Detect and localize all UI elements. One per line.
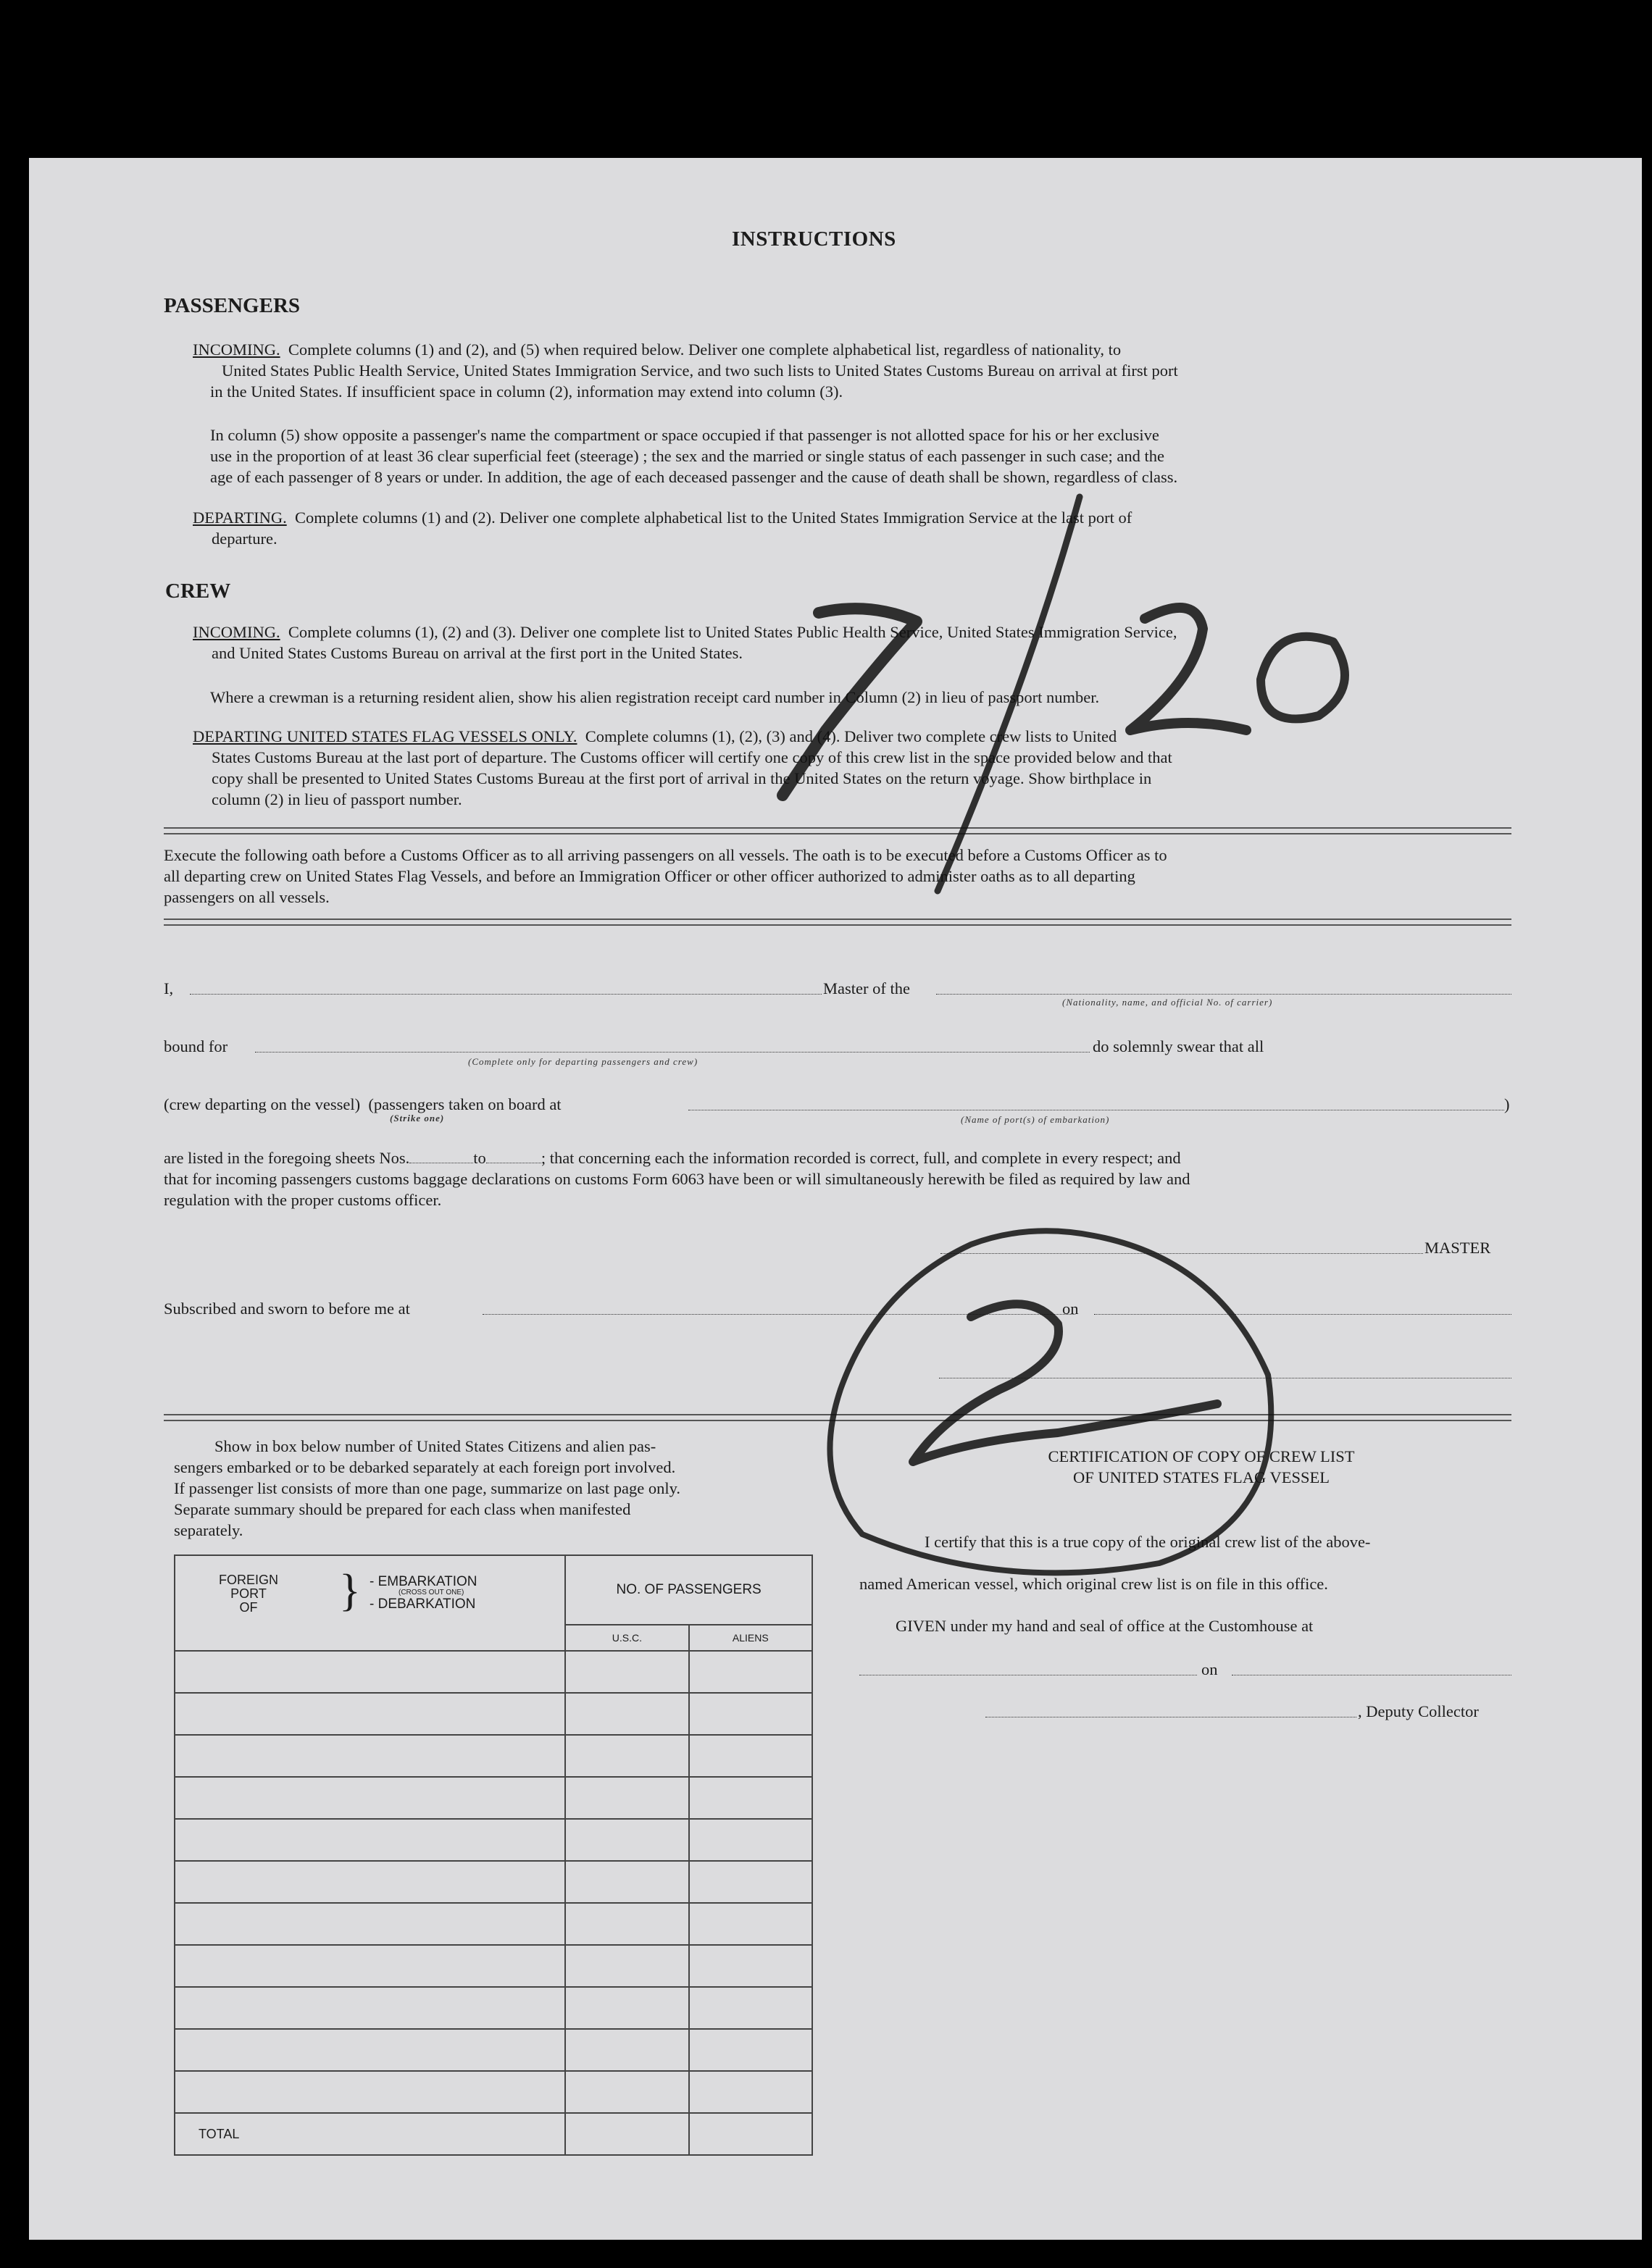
- certification-title-line1: CERTIFICATION OF COPY OF CREW LIST: [1048, 1447, 1355, 1465]
- summary-note-line4: Separate summary should be prepared for each class when manifested: [174, 1500, 631, 1518]
- crew-departing-line4: column (2) in lieu of passport number.: [212, 790, 462, 808]
- handwritten-two-stroke: [913, 1304, 1217, 1462]
- listed-line3: regulation with the proper customs officer.: [164, 1191, 442, 1209]
- listed-line2: that for incoming passengers customs baggage declarations on customs Form 6063 have been or will simultaneously herewith be filed as required by law and: [164, 1170, 1190, 1188]
- summary-note-line5: separately.: [174, 1521, 243, 1539]
- embarkation-option[interactable]: - EMBARKATION: [370, 1574, 477, 1589]
- handwritten-seven-stroke: [783, 608, 917, 795]
- passengers-incoming-line2: United States Public Health Service, United States Immigration Service, and two such lists to United States Customs Bureau on arrival at first port: [222, 361, 1178, 380]
- column5-line2: use in the proportion of at least 36 clear superficial feet (steerage) ; the sex and the married or single status of each passenger in such case; and the: [210, 447, 1164, 465]
- oath-note-line2: all departing crew on United States Flag Vessels, and before an Immigration Officer or other officer authorized to administer oaths as to all departing: [164, 867, 1135, 885]
- handwriting-overlay: [29, 158, 1642, 2240]
- document-sheet: [29, 158, 1642, 2240]
- handwritten-zero-stroke: [1261, 637, 1345, 719]
- crew-heading: CREW: [165, 579, 231, 603]
- passengers-incoming-line3: in the United States. If insufficient space in column (2), information may extend into column (3).: [210, 382, 843, 401]
- oath-i-label: I,: [164, 979, 174, 997]
- oath-note-line3: passengers on all vessels.: [164, 888, 330, 906]
- no-of-passengers-header: NO. OF PASSENGERS: [565, 1555, 812, 1625]
- crew-departing-option: (crew departing on the vessel): [164, 1095, 361, 1113]
- column5-line1: In column (5) show opposite a passenger's name the compartment or space occupied if that passenger is not allotted space for his or her exclusive: [210, 426, 1159, 444]
- total-label: TOTAL: [175, 2113, 565, 2155]
- debarkation-option[interactable]: - DEBARKATION: [370, 1597, 476, 1612]
- crew-departing-line1: Complete columns (1), (2), (3) and (4). Deliver two complete crew lists to United: [585, 727, 1117, 745]
- subscribed-on-label: on: [1062, 1300, 1079, 1318]
- foreign-label: FOREIGN: [219, 1573, 279, 1587]
- passengers-taken-option: (passengers taken on board at: [368, 1095, 562, 1113]
- listed-to: to: [473, 1149, 486, 1167]
- oath-note-line1: Execute the following oath before a Customs Officer as to all arriving passengers on all vessels. The oath is to be executed before a Customs Officer as to: [164, 846, 1167, 864]
- subscribed-label: Subscribed and sworn to before me at: [164, 1300, 410, 1318]
- handwritten-slash-stroke: [938, 497, 1080, 891]
- aliens-header: ALIENS: [689, 1625, 812, 1651]
- certification-given: GIVEN under my hand and seal of office at the Customhouse at: [896, 1617, 1314, 1635]
- passengers-departing-line2: departure.: [212, 530, 278, 548]
- ports-caption: (Name of port(s) of embarkation): [961, 1114, 1110, 1125]
- listed-line1-a: are listed in the foregoing sheets Nos.: [164, 1149, 410, 1167]
- carrier-caption: (Nationality, name, and official No. of carrier): [1062, 997, 1273, 1008]
- cross-out-note: (CROSS OUT ONE): [399, 1589, 464, 1597]
- master-label: MASTER: [1424, 1239, 1491, 1257]
- crew-alien-line: Where a crewman is a returning resident alien, show his alien registration receipt card number in Column (2) in lieu of passport number.: [210, 688, 1100, 706]
- crew-departing-line2: States Customs Bureau at the last port of departure. The Customs officer will certify one copy of this crew list in the space provided below and that: [212, 748, 1172, 766]
- summary-note-line2: sengers embarked or to be debarked separately at each foreign port involved.: [174, 1458, 676, 1476]
- certification-line1: I certify that this is a true copy of the original crew list of the above-: [925, 1533, 1371, 1551]
- crew-incoming-label: INCOMING.: [193, 623, 280, 641]
- passengers-incoming-label: INCOMING.: [193, 340, 280, 359]
- passengers-heading: PASSENGERS: [164, 294, 301, 317]
- listed-line1-b: ; that concerning each the information recorded is correct, full, and complete in every respect; and: [541, 1149, 1181, 1167]
- summary-note-line3: If passenger list consists of more than one page, summarize on last page only.: [174, 1479, 680, 1497]
- certification-line2: named American vessel, which original crew list is on file in this office.: [859, 1575, 1328, 1593]
- strike-one-caption: (Strike one): [390, 1113, 445, 1123]
- master-of-the-label: Master of the: [823, 979, 910, 997]
- bound-caption: (Complete only for departing passengers and crew): [468, 1056, 698, 1067]
- of-label: OF: [239, 1600, 258, 1615]
- crew-incoming-line1: Complete columns (1), (2) and (3). Deliver one complete list to United States Public Health Service, United States Immigration Service,: [288, 623, 1177, 641]
- usc-header: U.S.C.: [565, 1625, 688, 1651]
- crew-incoming-line2: and United States Customs Bureau on arrival at the first port in the United States.: [212, 644, 743, 662]
- brace-icon: }: [339, 1566, 361, 1615]
- handwritten-two-stroke: [1130, 608, 1246, 730]
- port-label: PORT: [230, 1586, 267, 1601]
- certification-title-line2: OF UNITED STATES FLAG VESSEL: [1072, 1468, 1330, 1486]
- deputy-collector-label: , Deputy Collector: [1358, 1702, 1479, 1720]
- summary-note-line1: Show in box below number of United States Citizens and alien pas-: [214, 1437, 656, 1455]
- crew-departing-label: DEPARTING UNITED STATES FLAG VESSELS ONLY.: [193, 727, 577, 745]
- column5-line3: age of each passenger of 8 years or under. In addition, the age of each deceased passenger and the cause of death shall be shown, regardless of class.: [210, 468, 1178, 486]
- crew-departing-line3: copy shall be presented to United States Customs Bureau at the first port of arrival in the United States on the return voyage. Show birthplace in: [212, 769, 1152, 787]
- certification-on-label: on: [1201, 1660, 1218, 1678]
- bound-for-label: bound for: [164, 1037, 228, 1055]
- close-paren: ): [1504, 1095, 1510, 1113]
- page-title: INSTRUCTIONS: [732, 227, 896, 251]
- passengers-incoming-line1: Complete columns (1) and (2), and (5) when required below. Deliver one complete alphabetical list, regardless of nationality, to: [288, 340, 1122, 359]
- do-solemnly-label: do solemnly swear that all: [1093, 1037, 1264, 1055]
- passengers-departing-label: DEPARTING.: [193, 509, 287, 527]
- passengers-departing-line1: Complete columns (1) and (2). Deliver one complete alphabetical list to the United States Immigration Service at the last port of: [294, 509, 1132, 527]
